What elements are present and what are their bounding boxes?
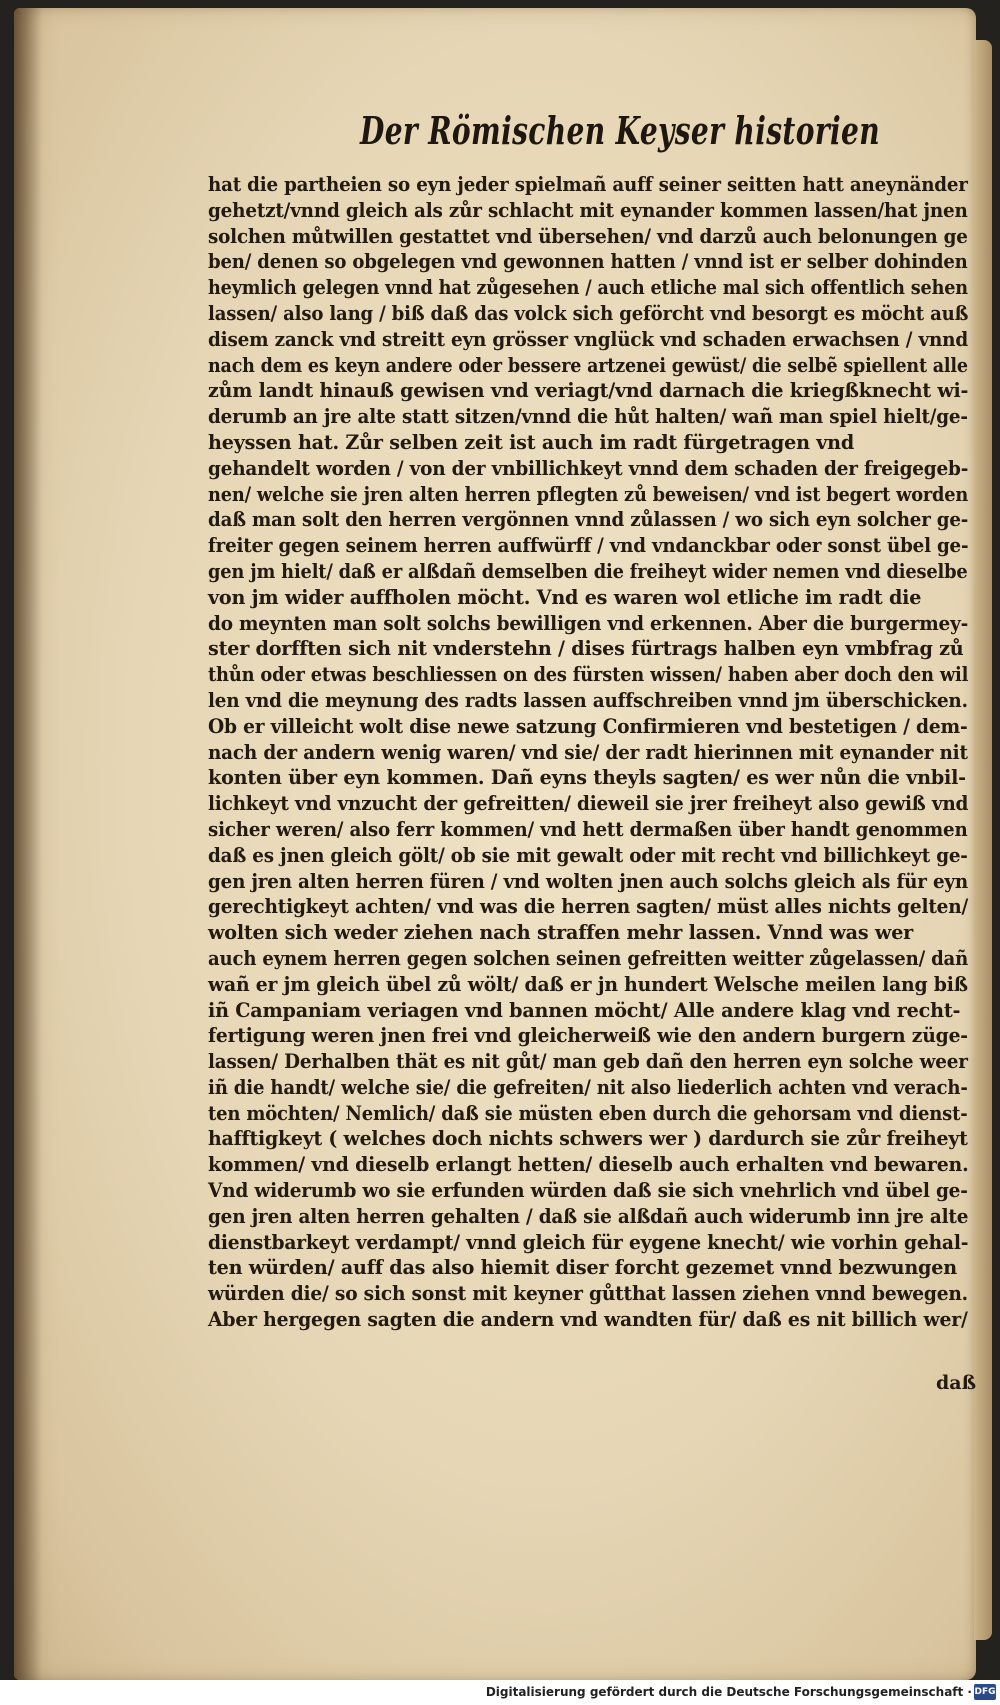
text-line: gehandelt worden / von der vnbillichkeyt vnnd dem schaden der freigegeb- (208, 456, 969, 480)
text-line: daß man solt den herren vergönnen vnnd zůlassen / wo sich eyn solcher ge- (208, 508, 969, 532)
text-line: sicher weren/ also ferr kommen/ vnd hett dermaßen über handt genommen (208, 817, 968, 841)
text-line: ten möchten/ Nemlich/ daß sie müsten eben durch die gehorsam vnd dienst- (208, 1101, 968, 1125)
text-line: gehetzt/vnnd gleich als zůr schlacht mit eynander kommen lassen/hat jnen (208, 198, 968, 222)
digitization-footer (0, 1680, 1000, 1705)
text-line: derumb an jre alte statt sitzen/vnnd die hůt halten/ wañ man spiel hielt/ge- (208, 405, 968, 429)
text-line: würden die/ so sich sonst mit keyner gůtthat lassen ziehen vnnd bewegen. (208, 1282, 968, 1306)
catchword: daß (936, 1372, 977, 1394)
text-line: nach der andern wenig waren/ vnd sie/ der radt hierinnen mit eynander nit (208, 740, 968, 764)
text-line: ben/ denen so obgelegen vnd gewonnen hatten / vnnd ist er selber dohinden (208, 250, 968, 274)
text-line: heyssen hat. Zůr selben zeit ist auch im radt fürgetragen vnd (208, 430, 855, 454)
body-text (208, 172, 978, 1333)
running-head: Der Römischen Keyser historien (360, 108, 881, 153)
text-line: hat die partheien so eyn jeder spielmañ auff seiner seitten hatt aneynänder (208, 173, 968, 196)
text-line: hafftigkeyt ( welches doch nichts schwers wer ) dardurch sie zůr freiheyt (208, 1127, 968, 1151)
text-line: heymlich gelegen vnnd hat zůgesehen / auch etliche mal sich offentlich sehen (208, 276, 968, 300)
dfg-logo: DFG (974, 1684, 996, 1700)
text-line: gerechtigkeyt achten/ vnd was die herren sagten/ müst alles nichts gelten/ (208, 895, 969, 919)
text-line: nach dem es keyn andere oder bessere artzenei gewüst/ die selbẽ spiellent alle (208, 353, 968, 377)
text-line: zům landt hinauß gewisen vnd veriagt/vnd darnach die kriegßknecht wi- (208, 379, 969, 403)
text-line: fertigung weren jnen frei vnd gleicherweiß wie den andern burgern züge- (208, 1024, 968, 1048)
text-line: lassen/ Derhalben thät es nit gůt/ man geb dañ den herren eyn solche weer (208, 1050, 968, 1074)
text-line: kommen/ vnd dieselb erlangt hetten/ dieselb auch erhalten vnd bewaren. (208, 1153, 969, 1177)
text-line: wolten sich weder ziehen nach straffen mehr lassen. Vnnd was wer (208, 921, 914, 945)
footer-credit: Digitalisierung gefördert durch die Deutsche Forschungsgemeinschaft · (485, 1685, 972, 1699)
text-line: auch eynem herren gegen solchen seinen gefreitten weitter zůgelassen/ dañ (208, 946, 969, 970)
text-line: dienstbarkeyt verdampt/ vnnd gleich für eygene knecht/ wie vorhin gehal- (208, 1230, 969, 1254)
text-line: Aber hergegen sagten die andern vnd wandten für/ daß es nit billich wer/ (208, 1308, 968, 1332)
text-line: iñ Campaniam veriagen vnd bannen möcht/ Alle andere klag vnd recht- (208, 998, 961, 1022)
text-line: lichkeyt vnd vnzucht der gefreitten/ dieweil sie jrer freiheyt also gewiß vnd (208, 792, 969, 816)
text-line: thůn oder etwas beschliessen on des fürsten wissen/ haben aber doch den wil (208, 663, 969, 687)
text-line: konten über eyn kommen. Dañ eyns theyls sagten/ es wer nůn die vnbil- (208, 766, 966, 790)
text-line: Vnd widerumb wo sie erfunden würden daß sie sich vnehrlich vnd übel ge- (208, 1179, 968, 1203)
text-line: disem zanck vnd streitt eyn grösser vnglück vnd schaden erwachsen / vnnd (208, 327, 968, 351)
text-line: nen/ welche sie jren alten herren pflegten zů beweisen/ vnd ist begert worden (208, 482, 969, 506)
text-line: freiter gegen seinem herren auffwürff / vnd vndanckbar oder sonst übel ge- (208, 534, 969, 558)
text-line: von jm wider auffholen möcht. Vnd es waren wol etliche im radt die (208, 585, 922, 609)
text-line: gen jren alten herren gehalten / daß sie alßdañ auch widerumb inn jre alte (208, 1204, 969, 1228)
text-line: lassen/ also lang / biß daß das volck sich geförcht vnd besorgt es möcht auß (208, 301, 969, 325)
text-line: len vnd die meynung des radts lassen auffschreiben vnnd jm überschicken. (208, 688, 968, 712)
gutter-shadow (14, 8, 42, 1680)
text-line: gen jren alten herren füren / vnd wolten jnen auch solchs gleich als für eyn (208, 869, 968, 893)
text-line: ten würden/ auff das also hiemit diser forcht gezemet vnnd bezwungen (208, 1256, 957, 1280)
text-line: solchen můtwillen gestattet vnd übersehen/ vnd darzů auch belonungen ge (208, 224, 968, 248)
text-line: daß es jnen gleich gölt/ ob sie mit gewalt oder mit recht vnd billichkeyt ge- (208, 843, 968, 867)
text-line: ster dorfften sich nit vnderstehn / dises fürtrags halben eyn vmbfrag zů (208, 637, 964, 661)
text-line: wañ er jm gleich übel zů wölt/ daß er jn hundert Welsche meilen lang biß (208, 972, 968, 996)
text-line: gen jm hielt/ daß er alßdañ demselben die freiheyt wider nemen vnd dieselbe (208, 559, 968, 583)
text-line: iñ die handt/ welche sie/ die gefreiten/ nit also liederlich achten vnd verach- (208, 1075, 968, 1099)
text-line: Ob er villeicht wolt dise newe satzung Confirmieren vnd bestetigen / dem- (208, 714, 968, 738)
text-line: do meynten man solt solchs bewilligen vnd erkennen. Aber die burgermey- (208, 611, 969, 635)
